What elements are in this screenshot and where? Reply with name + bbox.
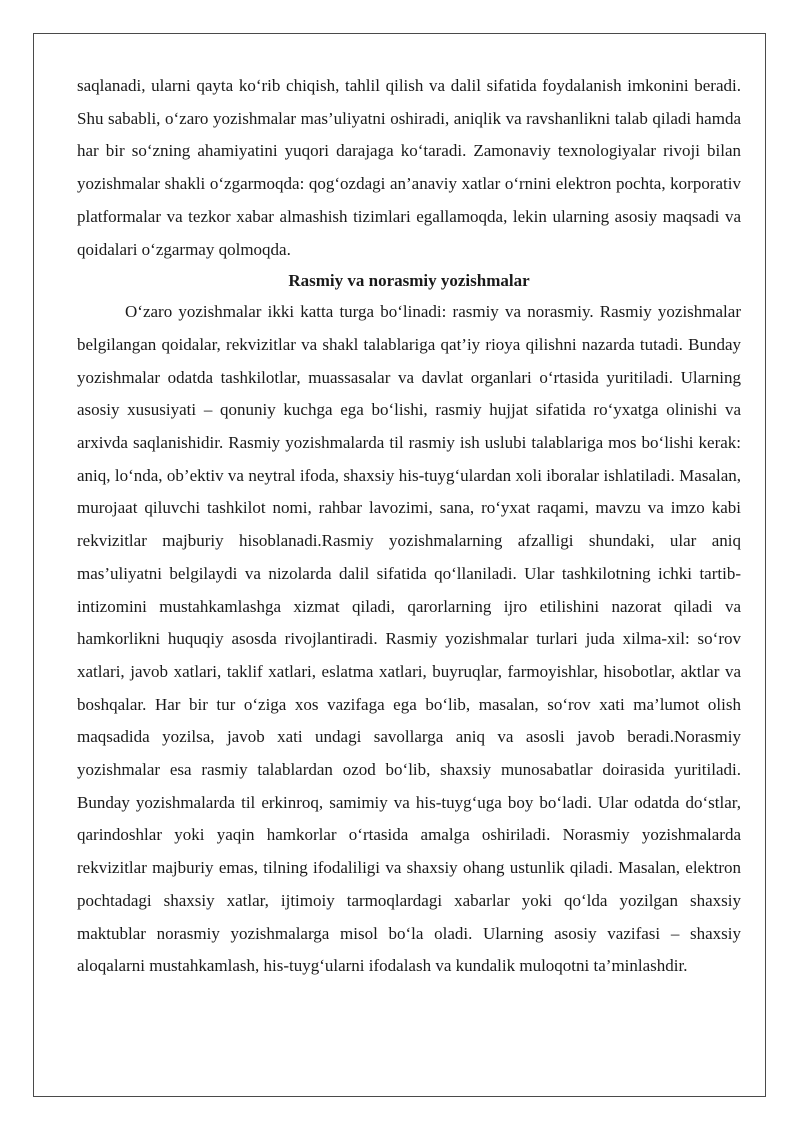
paragraph-continuation: saqlanadi, ularni qayta ko‘rib chiqish, tahlil qilish va dalil sifatida foydalanish imkonini beradi. Shu sababli, o‘zaro yozishmalar mas’uliyatni oshiradi, aniqlik va ravshanlikni talab qiladi hamda har bir so‘zning ahamiyatini yuqori darajaga ko‘taradi. Zamonaviy texnologiyalar rivoji bilan yozishmalar shakli o‘zgarmoqda: qog‘ozdagi an’anaviy xatlar o‘rnini elektron pochta, korporativ platformalar va tezkor xabar almashish tizimlari egallamoqda, lekin ularning asosiy maqsadi va qoidalari o‘zgarmay qolmoqda.	[77, 76, 741, 259]
section-heading: Rasmiy va norasmiy yozishmalar	[288, 271, 530, 291]
document-body	[77, 70, 741, 983]
paragraph-rasmiy-norasmiy: O‘zaro yozishmalar ikki katta turga bo‘linadi: rasmiy va norasmiy. Rasmiy yozishmalar belgilangan qoidalar, rekvizitlar va shakl talablariga qat’iy rioya qilishni nazarda tutadi. Bunday yozishmalar odatda tashkilotlar, muassasalar va davlat organlari o‘rtasida yuritiladi. Ularning asosiy xususiyati – qonuniy kuchga ega bo‘lishi, rasmiy hujjat sifatida ro‘yxatga olinishi va arxivda saqlanishidir. Rasmiy yozishmalarda til rasmiy ish uslubi talablariga mos bo‘lishi kerak: aniq, lo‘nda, ob’ektiv va neytral ifoda, shaxsiy his-tuyg‘ulardan xoli iboralar ishlatiladi. Masalan, murojaat qiluvchi tashkilot nomi, rahbar lavozimi, sana, ro‘yxat raqami, mavzu va imzo kabi rekvizitlar majburiy hisoblanadi.Rasmiy yozishmalarning afzalligi shundaki, ular aniq mas’uliyatni belgilaydi va nizolarda dalil sifatida qo‘llaniladi. Ular tashkilotning ichki tartib-intizomini mustahkamlashga xizmat qiladi, qarorlarning ijro etilishini nazorat qiladi va hamkorlikni huquqiy asosda rivojlantiradi. Rasmiy yozishmalar turlari juda xilma-xil: so‘rov xatlari, javob xatlari, taklif xatlari, eslatma xatlari, buyruqlar, farmoyishlar, hisobotlar, aktlar va boshqalar. Har bir tur o‘ziga xos vazifaga ega bo‘lib, masalan, so‘rov xati ma’lumot olish maqsadida yozilsa, javob xati undagi savollarga aniq va asosli javob beradi.Norasmiy yozishmalar esa rasmiy talablardan ozod bo‘lib, shaxsiy munosabatlar doirasida yuritiladi. Bunday yozishmalarda til erkinroq, samimiy va his-tuyg‘uga boy bo‘ladi. Ular odatda do‘stlar, qarindoshlar yoki yaqin hamkorlar o‘rtasida amalga oshiriladi. Norasmiy yozishmalarda rekvizitlar majburiy emas, tilning ifodaliligi va shaxsiy ohang ustunlik qiladi. Masalan, elektron pochtadagi shaxsiy xatlar, ijtimoiy tarmoqlardagi xabarlar yoki qo‘lda yozilgan shaxsiy maktublar norasmiy yozishmalarga misol bo‘la oladi. Ularning asosiy vazifasi – shaxsiy aloqalarni mustahkamlash, his-tuyg‘ularni ifodalash va kundalik muloqotni ta’minlashdir.	[77, 302, 741, 976]
